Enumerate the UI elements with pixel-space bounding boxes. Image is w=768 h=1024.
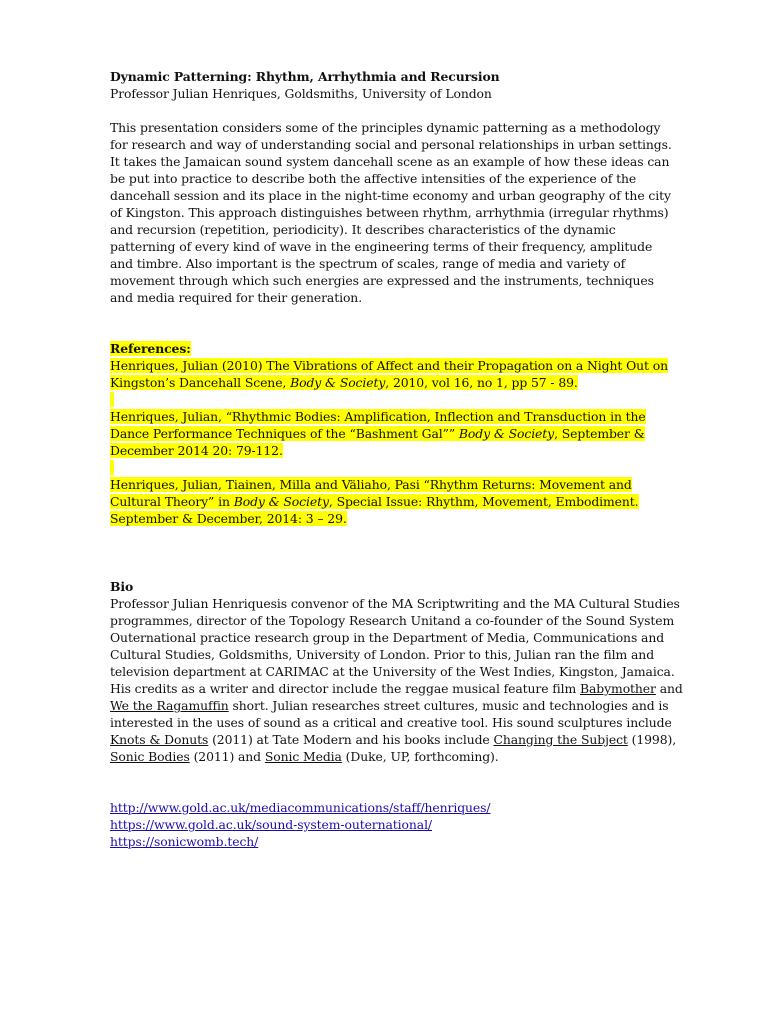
reference-2-line-3: December 2014 20: 79-112.	[110, 443, 283, 458]
reference-text: Cultural Theory” in	[110, 494, 234, 509]
reference-3-line-1: Henriques, Julian, Tiainen, Milla and Väliaho, Pasi “Rhythm Returns: Movement and	[110, 477, 632, 492]
spacer	[110, 544, 710, 561]
bio-line: programmes, director of the Topology Research Unitand a co-founder of the Sound System	[110, 613, 675, 628]
reference-spacer	[110, 460, 114, 475]
reference-text: Dance Performance Techniques of the “Bashment Gal””	[110, 426, 459, 441]
reference-2-line-2	[110, 426, 645, 441]
bio-line: television department at CARIMAC at the University of the West Indies, Kingston, Jamaica.	[110, 664, 675, 679]
bio-line	[110, 731, 710, 748]
bio-line: interested in the uses of sound as a critical and creative tool. His sound sculptures include	[110, 715, 672, 730]
reference-1-line-1: Henriques, Julian (2010) The Vibrations of Affect and their Propagation on a Night Out on	[110, 358, 668, 373]
link-sonicwomb[interactable]: https://sonicwomb.tech/	[110, 834, 259, 849]
bio-line: Professor Julian Henriquesis convenor of the MA Scriptwriting and the MA Cultural Studies	[110, 596, 680, 611]
work-title-knots-donuts: Knots & Donuts	[110, 732, 209, 747]
abstract-line: patterning of every kind of wave in the engineering terms of their frequency, amplitude	[110, 239, 653, 254]
film-title-ragamuffin: We the Ragamuffin	[110, 698, 229, 713]
bio-line: Outernational practice research group in the Department of Media, Communications and	[110, 630, 665, 645]
abstract-line: and recursion (repetition, periodicity). It describes characteristics of the dynamic	[110, 222, 616, 237]
reference-text: , Special Issue: Rhythm, Movement, Embodiment.	[328, 494, 639, 509]
journal-title: Body & Society	[233, 494, 329, 509]
bio-text: short. Julian researches street cultures, music and technologies and is	[228, 698, 669, 713]
bio-text: (2011) and	[189, 749, 265, 764]
book-title-sonic-media: Sonic Media	[264, 749, 342, 764]
bio-text: (2011) at Tate Modern and his books include	[208, 732, 494, 747]
reference-2-line-1: Henriques, Julian, “Rhythmic Bodies: Amplification, Inflection and Transduction in the	[110, 409, 646, 424]
book-title-sonic-bodies: Sonic Bodies	[110, 749, 190, 764]
references-heading: References:	[110, 341, 191, 356]
abstract-line: movement through which such energies are expressed and the instruments, techniques	[110, 273, 654, 288]
journal-title: Body & Society	[290, 375, 386, 390]
abstract-line: for research and way of understanding social and personal relationships in urban settings.	[110, 137, 672, 152]
abstract-line: dancehall session and its place in the night-time economy and urban geography of the city	[110, 188, 671, 203]
reference-3-line-3: September & December, 2014: 3 – 29.	[110, 511, 347, 526]
journal-title: Body & Society	[458, 426, 555, 441]
reference-text: , September &	[554, 426, 645, 441]
reference-text: Kingston’s Dancehall Scene,	[110, 375, 291, 390]
links-section	[110, 799, 710, 850]
link-sound-system-outernational[interactable]: https://www.gold.ac.uk/sound-system-outernational/	[110, 817, 433, 832]
document-subtitle: Professor Julian Henriques, Goldsmiths, University of London	[110, 86, 492, 101]
bio-heading: Bio	[110, 579, 134, 594]
spacer	[110, 306, 710, 323]
reference-3-line-2	[110, 494, 639, 509]
bio-text: (1998),	[627, 732, 677, 747]
reference-text: , 2010, vol 16, no 1, pp 57 - 89.	[385, 375, 578, 390]
references-section	[110, 340, 710, 527]
spacer	[110, 527, 710, 544]
bio-line	[110, 748, 710, 765]
spacer	[110, 102, 710, 119]
reference-spacer	[110, 392, 114, 407]
abstract-line: and timbre. Also important is the spectrum of scales, range of media and variety of	[110, 256, 626, 271]
spacer	[110, 323, 710, 340]
spacer	[110, 765, 710, 782]
bio-section	[110, 578, 710, 765]
abstract-line: and media required for their generation.	[110, 290, 363, 305]
film-title-babymother: Babymother	[580, 681, 656, 696]
link-gold-staff-page[interactable]: http://www.gold.ac.uk/mediacommunications/staff/henriques/	[110, 800, 491, 815]
bio-text: (Duke, UP, forthcoming).	[341, 749, 499, 764]
bio-text: His credits as a writer and director include the reggae musical feature film	[110, 681, 581, 696]
document-page	[110, 68, 710, 850]
spacer	[110, 561, 710, 578]
abstract-line: be put into practice to describe both the affective intensities of the experience of the	[110, 171, 637, 186]
bio-text: and	[655, 681, 683, 696]
abstract-paragraph	[110, 119, 710, 306]
abstract-line: This presentation considers some of the principles dynamic patterning as a methodology	[110, 120, 661, 135]
bio-line	[110, 680, 710, 697]
spacer	[110, 782, 710, 799]
bio-line: Cultural Studies, Goldsmiths, University of London. Prior to this, Julian ran the film and	[110, 647, 655, 662]
book-title-changing-subject: Changing the Subject	[493, 732, 628, 747]
reference-1-line-2	[110, 375, 578, 390]
abstract-line: It takes the Jamaican sound system dancehall scene as an example of how these ideas can	[110, 154, 670, 169]
abstract-line: of Kingston. This approach distinguishes between rhythm, arrhythmia (irregular rhythms)	[110, 205, 669, 220]
document-title: Dynamic Patterning: Rhythm, Arrhythmia and Recursion	[110, 69, 500, 84]
bio-line	[110, 697, 710, 714]
